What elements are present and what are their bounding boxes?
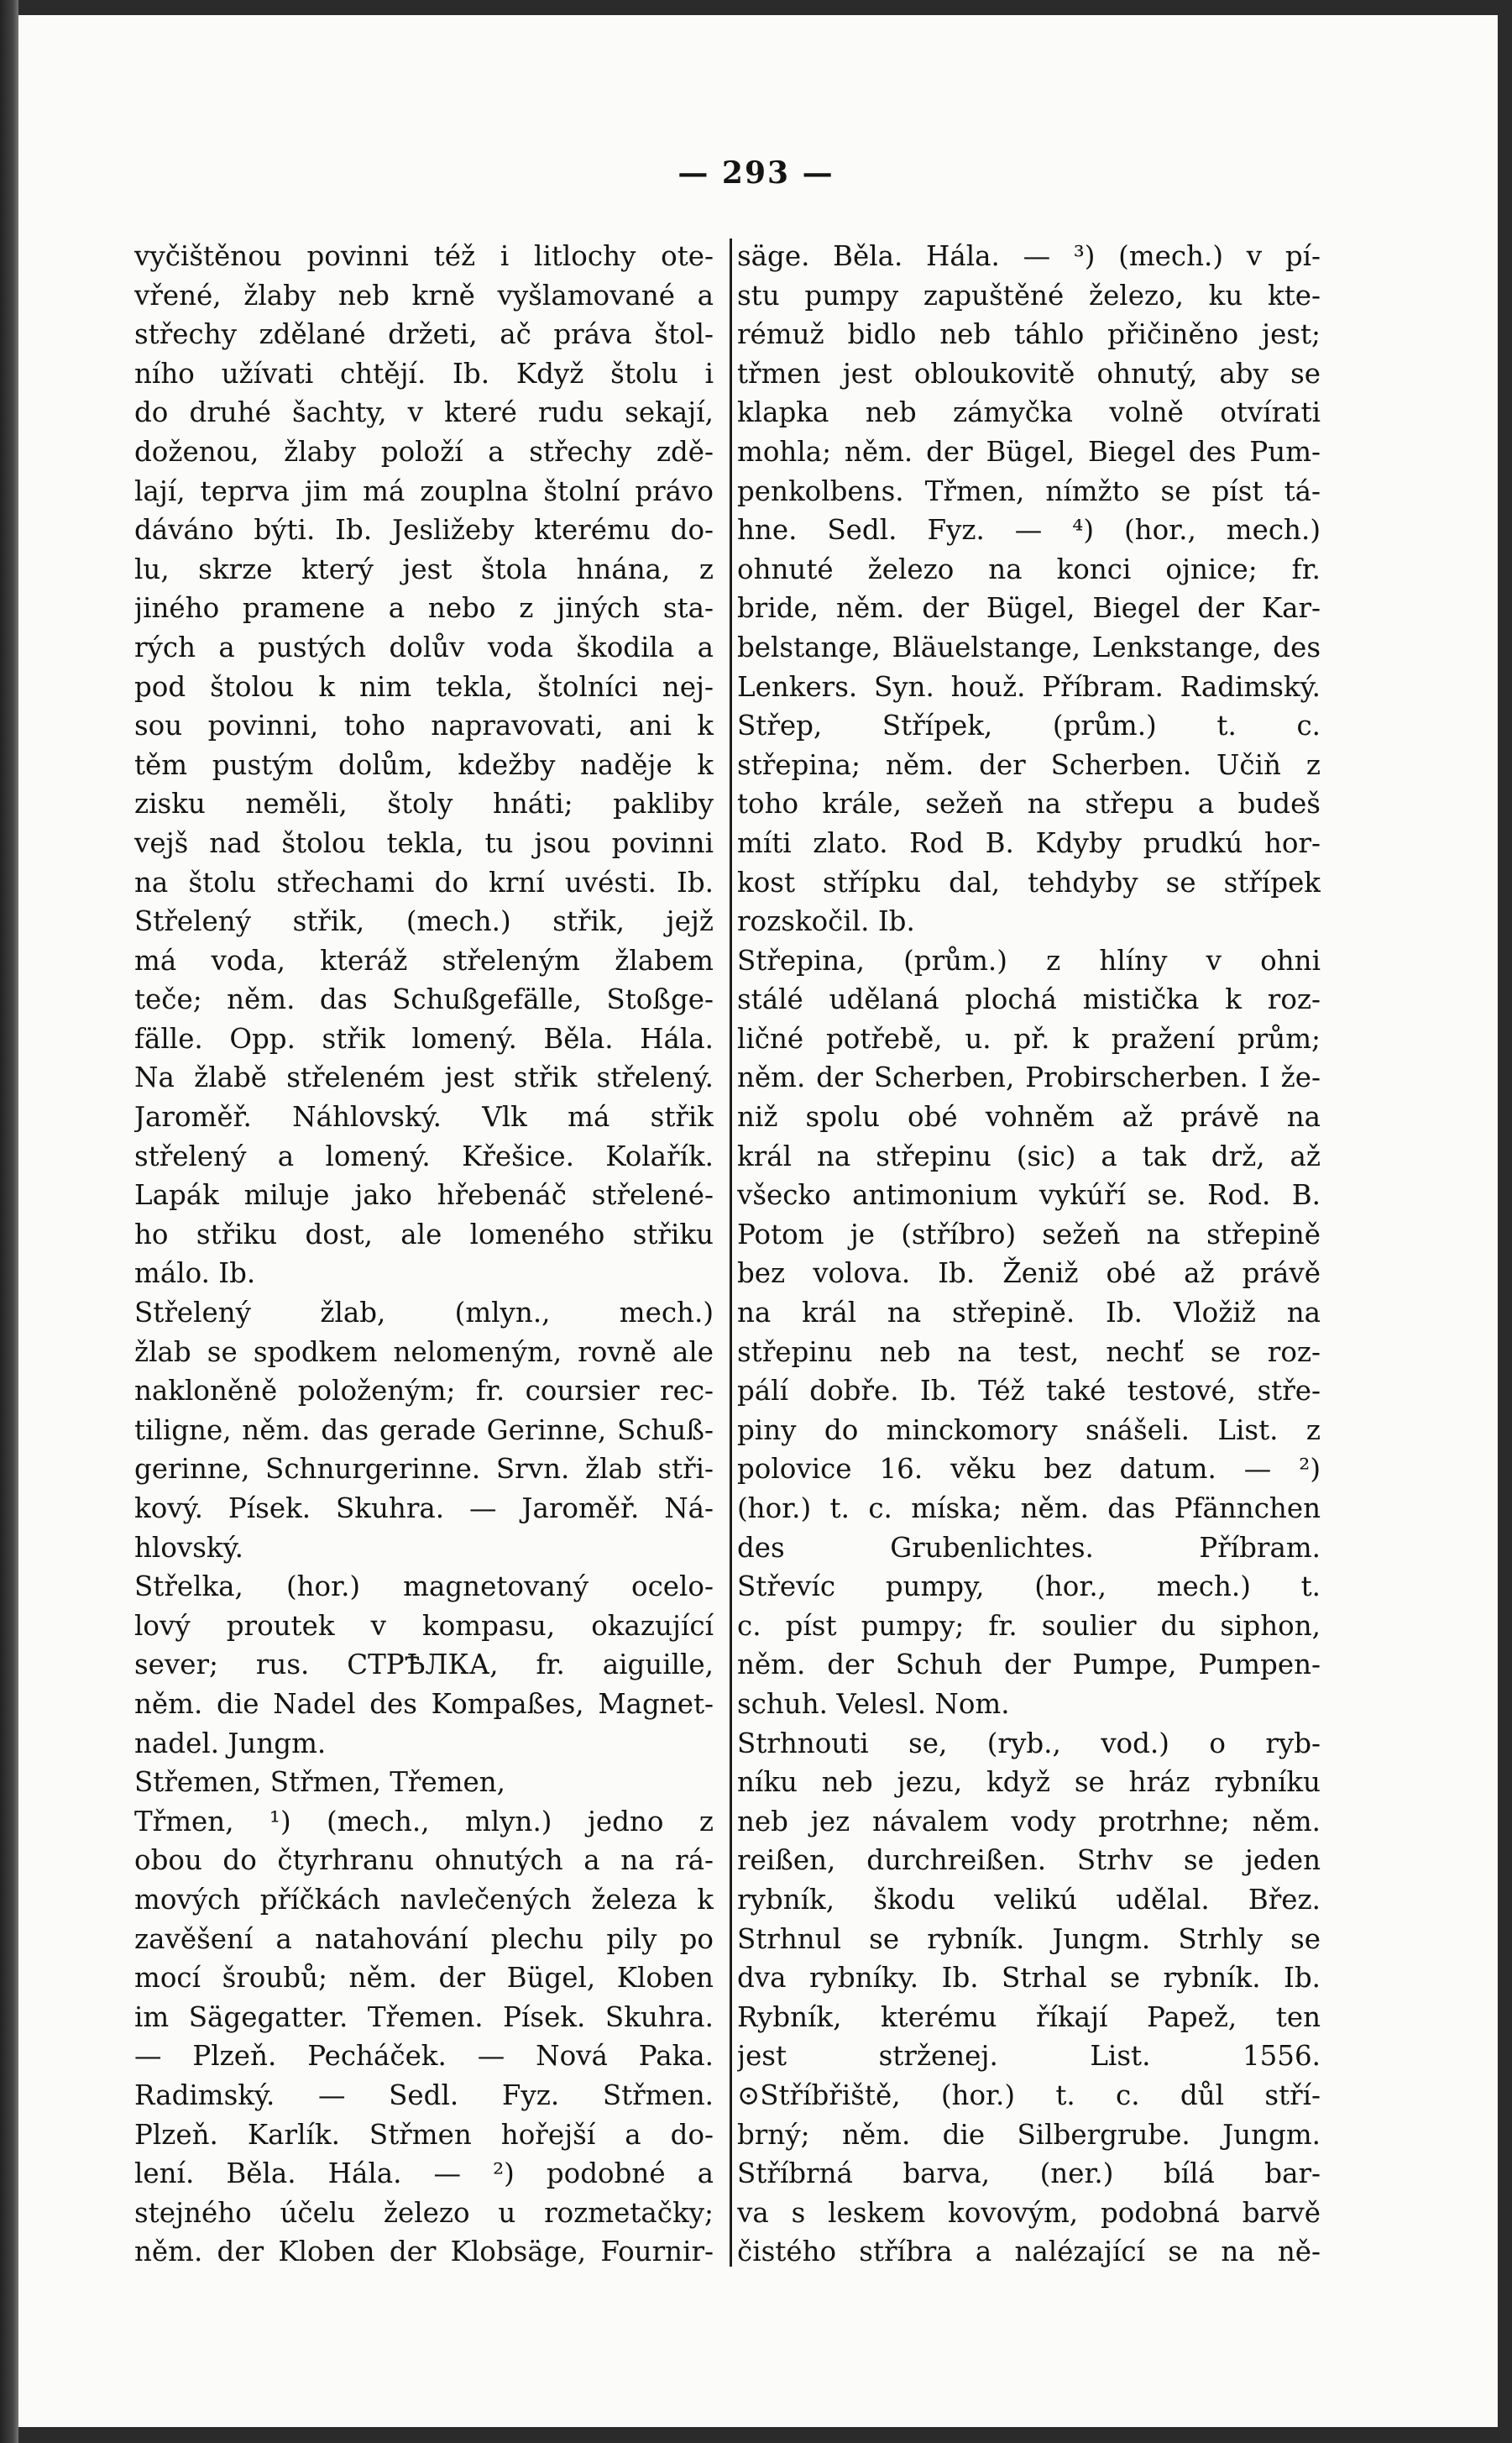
left-column-line: něm. der Kloben der Klobsäge, Fournir- — [134, 2236, 714, 2268]
right-column-line: belstange, Bläuelstange, Lenkstange, des — [737, 631, 1321, 663]
left-column-line: ho střiku dost, ale lomeného střiku — [134, 1218, 714, 1250]
right-column-line: na král na střepině. Ib. Vložiž na — [737, 1297, 1321, 1329]
left-column-line: fälle. Opp. střik lomený. Běla. Hála. — [134, 1022, 714, 1055]
right-column-line: Stříbrná barva, (ner.) bílá bar- — [737, 2157, 1321, 2190]
left-column-line: rých a pustých dolův voda škodila a — [134, 631, 714, 663]
right-column-line: pálí dobře. Ib. Též také testové, stře- — [737, 1375, 1321, 1408]
left-column-line: střechy zdělané držeti, ač práva štol- — [134, 318, 714, 351]
left-column-line: doženou, žlaby položí a střechy zdě- — [134, 435, 714, 468]
left-column-line: zisku neměli, štoly hnáti; pakliby — [134, 788, 714, 820]
right-column-line: rozskočil. Ib. — [737, 905, 915, 938]
page-number: — 293 — — [678, 155, 834, 191]
left-column-line: sever; rus. СТРѢЛКА, fr. aiguille, — [134, 1649, 714, 1681]
left-column-line: tiligne, něm. das gerade Gerinne, Schuß- — [134, 1413, 714, 1446]
right-column-line: něm. der Schuh der Pumpe, Pumpen- — [737, 1649, 1321, 1681]
left-column-line: do druhé šachty, v které rudu sekají, — [134, 396, 714, 429]
left-column-line: lají, teprva jim má zouplna štolní právo — [134, 474, 714, 507]
left-column-line: teče; něm. das Schußgefälle, Stoßge- — [134, 983, 714, 1016]
page-fold-shadow — [0, 0, 18, 2443]
right-column-line: Potom je (stříbro) sežeň na střepině — [737, 1218, 1321, 1250]
right-column-line: král na střepinu (sic) a tak drž, až — [737, 1140, 1321, 1172]
right-column-line: toho krále, sežeň na střepu a budeš — [737, 788, 1321, 820]
left-column-line: ního užívati chtějí. Ib. Když štolu i — [134, 357, 714, 390]
right-column-line: míti zlato. Rod B. Kdyby prudkú hor- — [737, 826, 1321, 859]
right-column-line: mohla; něm. der Bügel, Biegel des Pum- — [737, 435, 1321, 468]
right-column-line: des Grubenlichtes. Příbram. — [737, 1531, 1321, 1564]
left-column-line: kový. Písek. Skuhra. — Jaroměř. Ná- — [134, 1492, 714, 1524]
left-column-line: Jaroměř. Náhlovský. Vlk má střik — [134, 1101, 714, 1134]
left-column-line: hlovský. — [134, 1531, 243, 1564]
right-column-line: Rybník, kterému říkají Papež, ten — [737, 2000, 1321, 2033]
right-column-line: rémuž bidlo neb táhlo přičiněno jest; — [737, 318, 1321, 351]
right-column-line: neb jez návalem vody protrhne; něm. — [737, 1805, 1321, 1837]
left-column-line: mocí šroubů; něm. der Bügel, Kloben — [134, 1962, 714, 1995]
left-column-line: lový proutek v kompasu, okazující — [134, 1609, 714, 1642]
left-column-line: nadel. Jungm. — [134, 1727, 327, 1759]
left-column-line: sou povinni, toho napravovati, ani k — [134, 710, 714, 742]
right-column-line: c. píst pumpy; fr. soulier du siphon, — [737, 1609, 1321, 1642]
left-column-line: vyčištěnou povinni též i litlochy ote- — [134, 240, 714, 272]
left-column-line: Lapák miluje jako hřebenáč střelené- — [134, 1179, 714, 1212]
left-column-line: — Plzeň. Pecháček. — Nová Paka. — [134, 2040, 714, 2073]
right-column-line: reißen, durchreißen. Strhv se jeden — [737, 1844, 1321, 1877]
left-column-line: jiného pramene a nebo z jiných sta- — [134, 592, 714, 625]
left-column — [134, 237, 714, 2272]
right-column-line: stu pumpy zapuštěné železo, ku kte- — [737, 279, 1321, 312]
right-column-line: va s leskem kovovým, podobná barvě — [737, 2196, 1321, 2229]
right-column-line: střepina; něm. der Scherben. Učiň z — [737, 748, 1321, 781]
right-column-line: bride, něm. der Bügel, Biegel der Kar- — [737, 592, 1321, 625]
right-column-line: ličné potřebě, u. př. k pražení prům; — [737, 1022, 1321, 1055]
right-column-line: hne. Sedl. Fyz. — ⁴) (hor., mech.) — [737, 514, 1321, 547]
right-column-line: brný; něm. die Silbergrube. Jungm. — [737, 2118, 1321, 2151]
left-column-line: má voda, kteráž střeleným žlabem — [134, 944, 714, 977]
left-column-line: střelený a lomený. Křešice. Kolařík. — [134, 1140, 714, 1172]
right-column-line: stálé udělaná plochá mistička k roz- — [737, 983, 1321, 1016]
left-column-line: žlab se spodkem nelomeným, rovně ale — [134, 1335, 714, 1368]
left-column-line: Radimský. — Sedl. Fyz. Střmen. — [134, 2079, 714, 2111]
right-column-line: schuh. Velesl. Nom. — [737, 1687, 1010, 1720]
right-column-line: polovice 16. věku bez datum. — ²) — [737, 1453, 1321, 1486]
left-column-line: lení. Běla. Hála. — ²) podobné a — [134, 2157, 714, 2190]
right-column-line: Střepina, (prům.) z hlíny v ohni — [737, 944, 1321, 977]
right-column-line: ohnuté železo na konci ojnice; fr. — [737, 553, 1321, 585]
right-column-line: niž spolu obé vohněm až právě na — [737, 1101, 1321, 1134]
right-column-line: Strhnul se rybník. Jungm. Strhly se — [737, 1922, 1321, 1955]
right-column-line: Strhnouti se, (ryb., vod.) o ryb- — [737, 1727, 1321, 1759]
right-column-line: piny do minckomory snášeli. List. z — [737, 1413, 1321, 1446]
left-column-line: nakloněně položeným; fr. coursier rec- — [134, 1375, 714, 1408]
left-column-line: vejš nad štolou tekla, tu jsou povinni — [134, 826, 714, 859]
right-column-line: Lenkers. Syn. houž. Příbram. Radimský. — [737, 670, 1321, 703]
right-column-line: třmen jest obloukovitě ohnutý, aby se — [737, 357, 1321, 390]
left-column-line: dáváno býti. Ib. Jesližeby kterému do- — [134, 514, 714, 547]
left-column-line: těm pustým dolům, kdežby naděje k — [134, 748, 714, 781]
left-column-line: lu, skrze který jest štola hnána, z — [134, 553, 714, 585]
right-column-line: penkolbens. Třmen, nímžto se píst tá- — [737, 474, 1321, 507]
left-column-line: Na žlabě střeleném jest střik střelený. — [134, 1062, 714, 1094]
right-column-line: Střep, Střípek, (prům.) t. c. — [737, 710, 1321, 742]
right-column-line: klapka neb zámyčka volně otvírati — [737, 396, 1321, 429]
column-divider — [730, 239, 732, 2267]
right-column-line: čistého stříbra a nalézající se na ně- — [737, 2236, 1321, 2268]
right-column — [737, 237, 1321, 2272]
right-column-line: Střevíc pumpy, (hor., mech.) t. — [737, 1570, 1321, 1603]
right-column-line: střepinu neb na test, nechť se roz- — [737, 1335, 1321, 1368]
right-column-line: säge. Běla. Hála. — ³) (mech.) v pí- — [737, 240, 1321, 272]
right-column-line: dva rybníky. Ib. Strhal se rybník. Ib. — [737, 1962, 1321, 1995]
left-column-line: Třmen, ¹) (mech., mlyn.) jedno z — [134, 1805, 714, 1837]
right-column-line: všecko antimonium vykúří se. Rod. B. — [737, 1179, 1321, 1212]
left-column-line: Plzeň. Karlík. Střmen hořejší a do- — [134, 2118, 714, 2151]
left-column-line: málo. Ib. — [134, 1257, 256, 1290]
right-column-line: ⊙Stříbřiště, (hor.) t. c. důl stří- — [737, 2079, 1321, 2111]
right-column-line: níku neb jezu, když se hráz rybníku — [737, 1766, 1321, 1799]
left-column-line: gerinne, Schnurgerinne. Srvn. žlab stři- — [134, 1453, 714, 1486]
left-column-line: vřené, žlaby neb krně vyšlamované a — [134, 279, 714, 312]
left-column-line: něm. die Nadel des Kompaßes, Magnet- — [134, 1687, 714, 1720]
left-column-line: na štolu střechami do krní uvésti. Ib. — [134, 866, 714, 899]
left-column-line: mových příčkách navlečených železa k — [134, 1883, 714, 1916]
right-column-line: rybník, škodu velikú udělal. Břez. — [737, 1883, 1321, 1916]
left-column-line: Střelený střik, (mech.) střik, jejž — [134, 905, 714, 938]
left-column-line: Střemen, Střmen, Třemen, — [134, 1766, 506, 1799]
right-column-line: kost střípku dal, tehdyby se střípek — [737, 866, 1321, 899]
right-column-line: něm. der Scherben, Probirscherben. I že- — [737, 1062, 1321, 1094]
left-column-line: Střelka, (hor.) magnetovaný ocelo- — [134, 1570, 714, 1603]
left-column-line: stejného účelu železo u rozmetačky; — [134, 2196, 714, 2229]
right-column-line: bez volova. Ib. Ženiž obé až právě — [737, 1257, 1321, 1290]
right-column-line: (hor.) t. c. míska; něm. das Pfännchen — [737, 1492, 1321, 1524]
left-column-line: obou do čtyrhranu ohnutých a na rá- — [134, 1844, 714, 1877]
right-column-line: jest strženej. List. 1556. — [737, 2040, 1321, 2073]
left-column-line: pod štolou k nim tekla, štolníci nej- — [134, 670, 714, 703]
left-column-line: im Sägegatter. Třemen. Písek. Skuhra. — [134, 2000, 714, 2033]
left-column-line: zavěšení a natahování plechu pily po — [134, 1922, 714, 1955]
left-column-line: Střelený žlab, (mlyn., mech.) — [134, 1297, 714, 1329]
